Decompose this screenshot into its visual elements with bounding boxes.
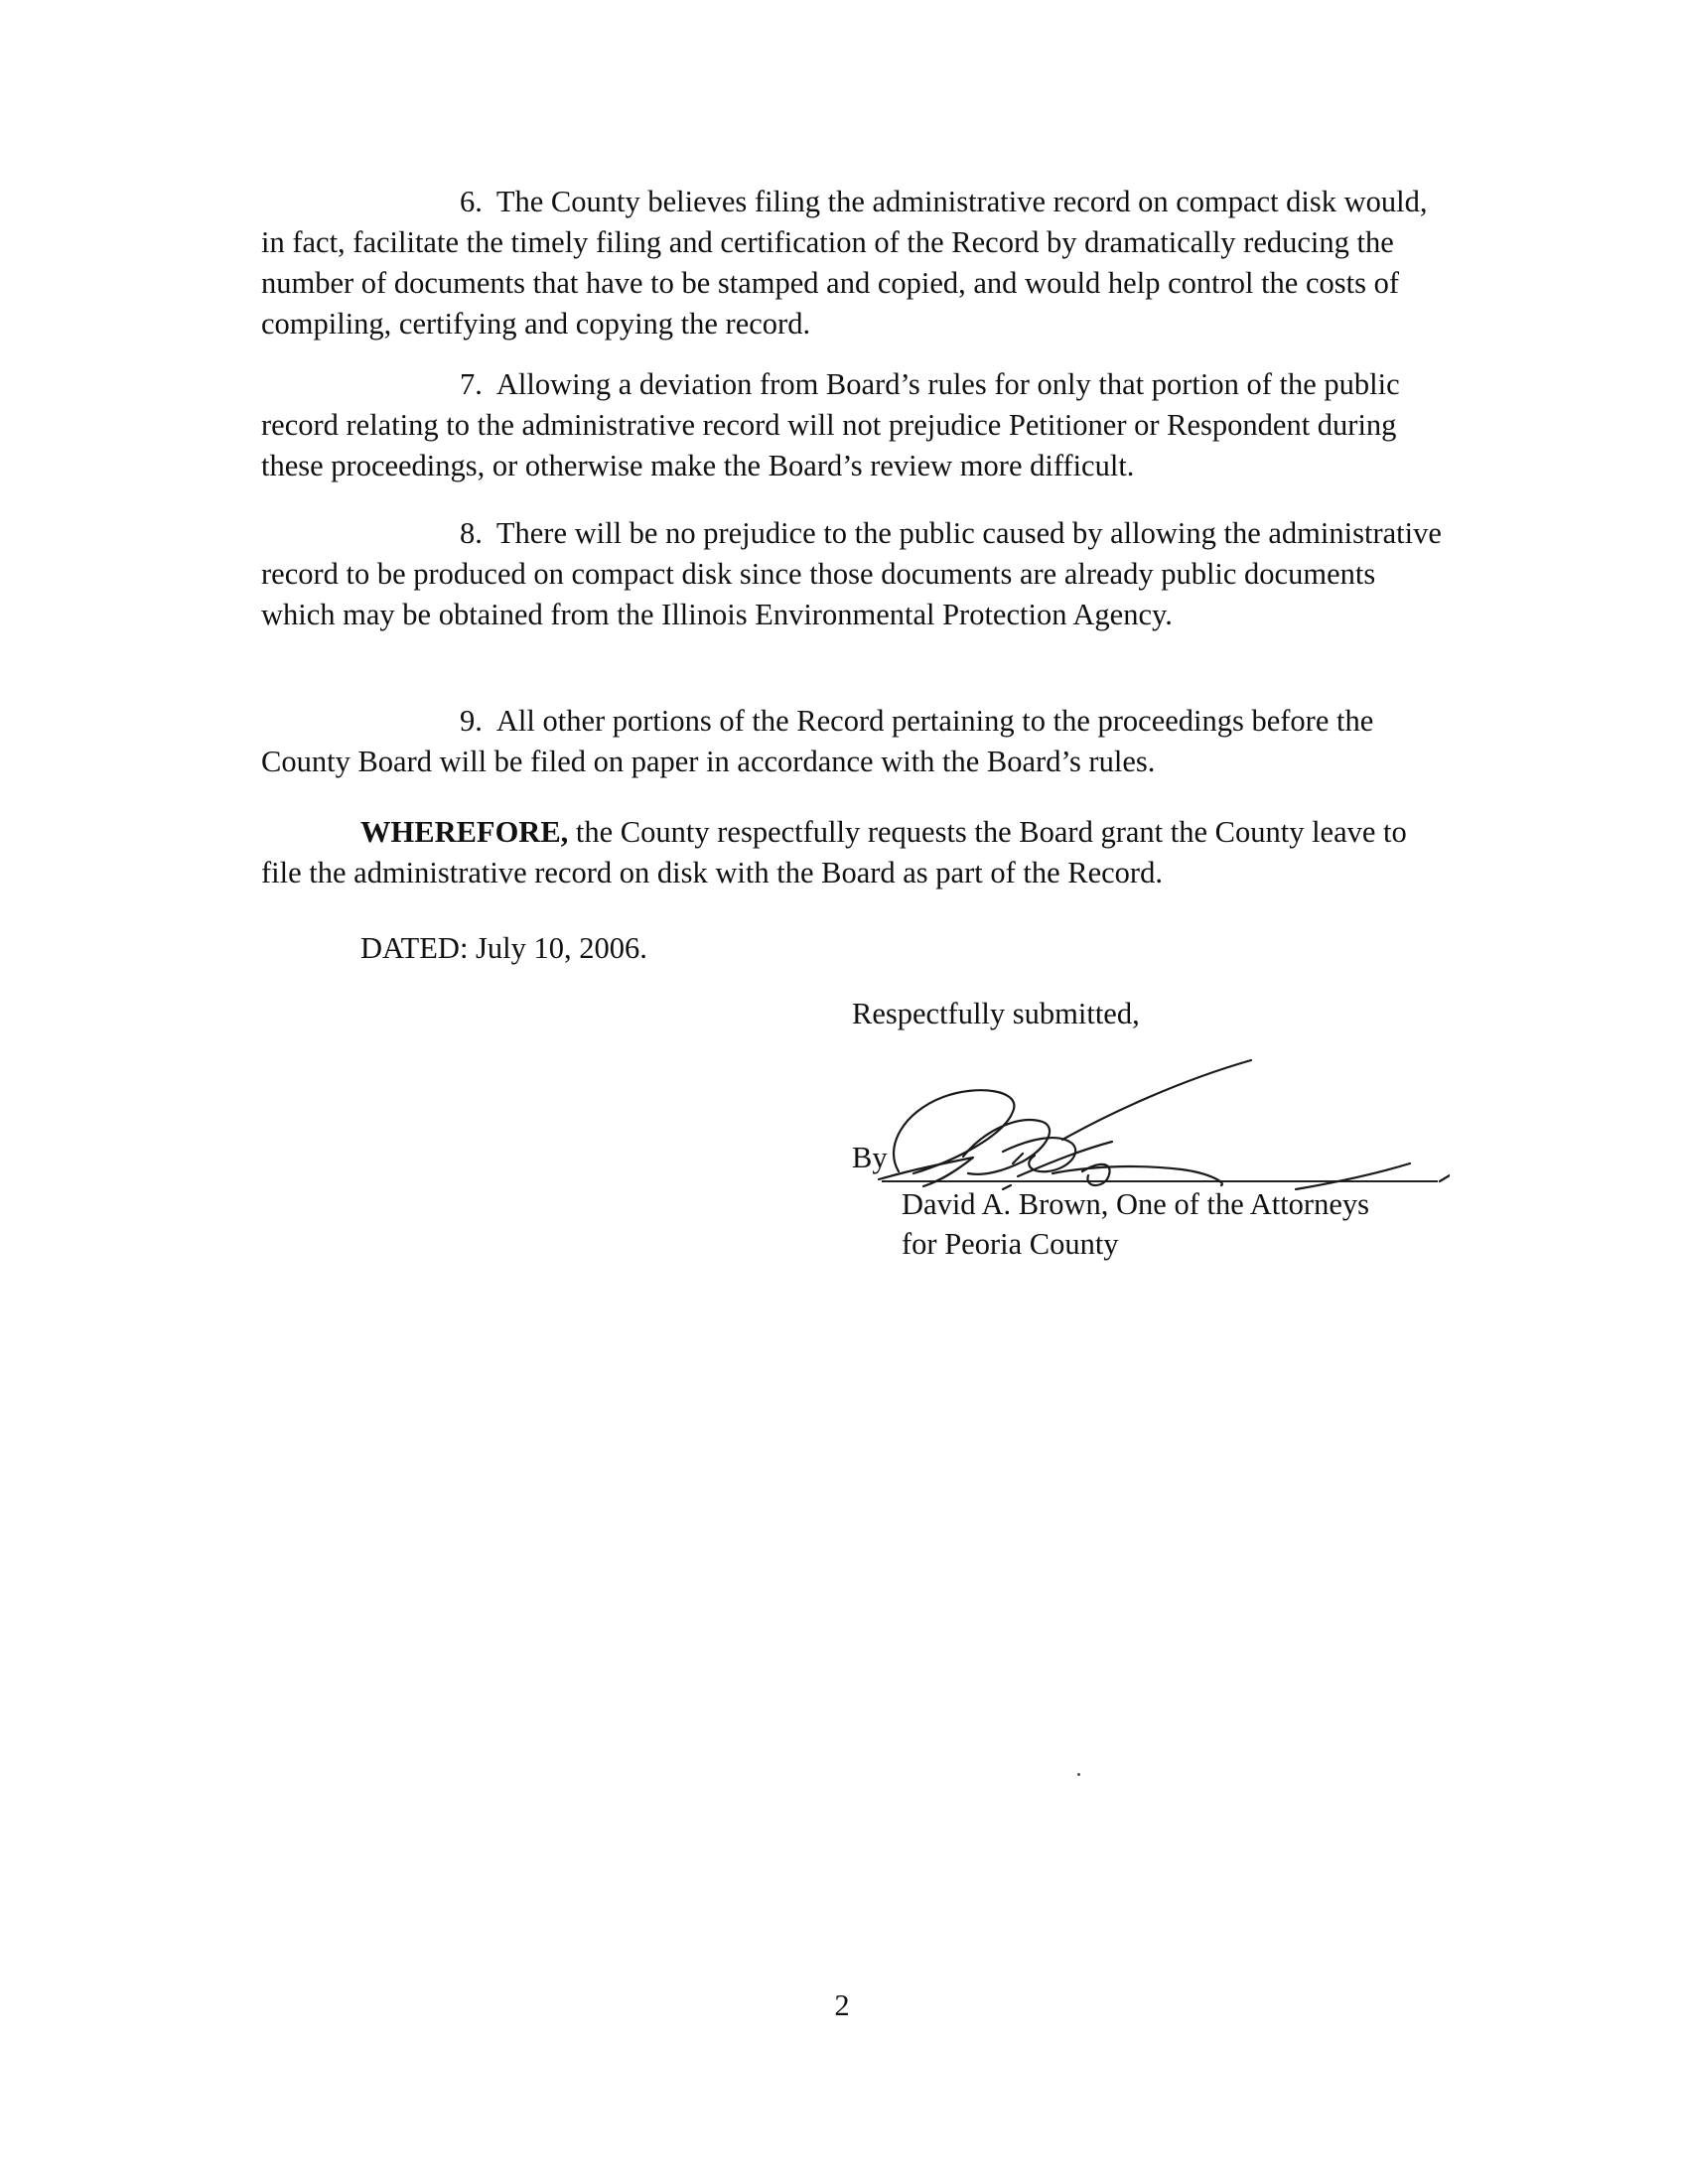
signer-name: David A. Brown, One of the Attorneys <box>902 1187 1369 1221</box>
paragraph-text: All other portions of the Record pertaining to the proceedings before the County Board will be filed on paper in accordance with the Board’s rules. <box>261 704 1374 778</box>
handwritten-signature <box>854 1052 1450 1201</box>
closing-line: Respectfully submitted, <box>852 997 1140 1030</box>
wherefore-text: the County respectfully requests the Board grant the County leave to file the administrative record on disk with the Board as part of the Record. <box>261 815 1407 889</box>
dated-line: DATED: July 10, 2006. <box>360 931 647 965</box>
wherefore-lead: WHEREFORE, <box>360 815 569 849</box>
paragraph-number: 7. <box>460 367 483 401</box>
scan-speck <box>1077 1773 1080 1776</box>
signer-block <box>902 1184 1369 1264</box>
paragraph-text: Allowing a deviation from Board’s rules for only that portion of the public record relating to the administrative record will not prejudice Petitioner or Respondent during these proceedings, or otherwise make the Board’s review more difficult. <box>261 367 1400 482</box>
page-number: 2 <box>834 1988 850 2022</box>
paragraph-6 <box>261 182 1453 344</box>
signer-affiliation: for Peoria County <box>902 1227 1119 1261</box>
paragraph-text: The County believes filing the administrative record on compact disk would, in fact, facilitate the timely filing and certification of the Record by dramatically reducing the number of documents that have to be stamped and copied, and would help control the costs of compiling, certifying and copying the record. <box>261 185 1428 341</box>
paragraph-9 <box>261 701 1453 782</box>
wherefore-paragraph <box>261 812 1453 893</box>
paragraph-number: 6. <box>460 185 483 218</box>
paragraph-8 <box>261 513 1453 635</box>
paragraph-7 <box>261 364 1453 486</box>
paragraph-number: 9. <box>460 704 483 738</box>
by-label: By <box>852 1141 888 1174</box>
paragraph-number: 8. <box>460 516 483 550</box>
paragraph-text: There will be no prejudice to the public caused by allowing the administrative record to be produced on compact disk since those documents are already public documents which may be obtained from the Illinois Environmental Protection Agency. <box>261 516 1442 631</box>
